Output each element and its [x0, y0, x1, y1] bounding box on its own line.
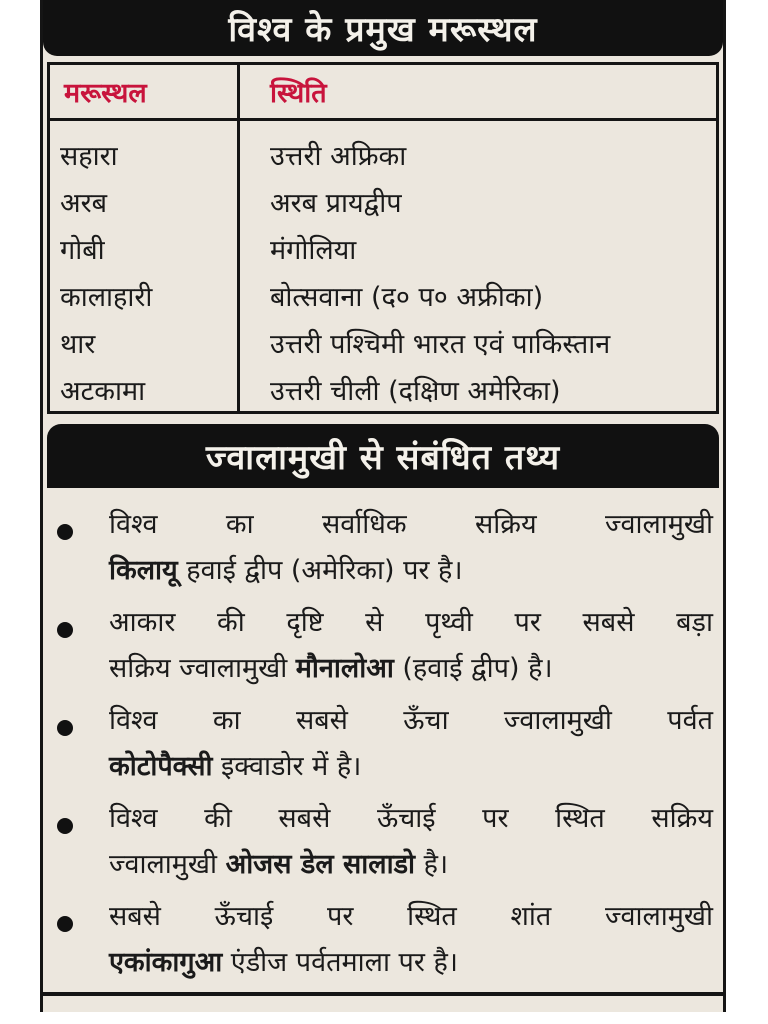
desert-name: गोबी	[60, 235, 105, 266]
desert-location: मंगोलिया	[270, 235, 357, 266]
fact-text	[109, 502, 713, 594]
fact-prefix: ज्वालामुखी	[109, 849, 226, 880]
fact-text	[109, 698, 713, 790]
desert-location: अरब प्रायद्वीप	[270, 188, 402, 219]
desert-location: उत्तरी पश्चिमी भारत एवं पाकिस्तान	[270, 329, 611, 360]
list-item	[57, 894, 713, 986]
desert-location: उत्तरी चीली (दक्षिण अमेरिका)	[270, 376, 561, 407]
desert-name: सहारा	[60, 141, 118, 172]
bullet-icon	[57, 916, 73, 932]
table-row	[50, 131, 716, 178]
header-location: स्थिति	[270, 78, 327, 109]
fact-line	[109, 842, 713, 888]
fact-line	[109, 548, 713, 594]
fact-highlight: एकांकागुआ	[109, 947, 223, 978]
bullet-icon	[57, 622, 73, 638]
desert-name: अटकामा	[60, 376, 146, 407]
table-row	[50, 366, 716, 413]
fact-line: विश्व का सर्वाधिक सक्रिय ज्वालामुखी	[109, 509, 713, 540]
fact-line: विश्व का सबसे ऊँचा ज्वालामुखी पर्वत	[109, 705, 713, 736]
fact-highlight: मौनालोआ	[295, 653, 394, 684]
fact-highlight: कोटोपैक्सी	[109, 751, 213, 782]
column-divider	[237, 65, 240, 411]
list-item	[57, 600, 713, 692]
fact-prefix: सक्रिय ज्वालामुखी	[109, 653, 296, 684]
list-item	[57, 502, 713, 594]
fact-text	[109, 600, 713, 692]
fact-line	[109, 744, 713, 790]
desert-location: उत्तरी अफ्रिका	[270, 141, 407, 172]
bullet-icon	[57, 818, 73, 834]
fact-rest: है।	[415, 849, 449, 880]
volcano-section-title: ज्वालामुखी से संबंधित तथ्य	[47, 424, 719, 488]
fact-rest: हवाई द्वीप (अमेरिका) पर है।	[177, 555, 463, 586]
table-body	[50, 121, 716, 413]
bullet-icon	[57, 720, 73, 736]
fact-line: आकार की दृष्टि से पृथ्वी पर सबसे बड़ा	[109, 607, 713, 638]
desert-location: बोत्सवाना (द० प० अफ्रीका)	[270, 282, 544, 313]
desert-name: अरब	[60, 188, 108, 219]
fact-line: सबसे ऊँचाई पर स्थित शांत ज्वालामुखी	[109, 901, 713, 932]
fact-text	[109, 894, 713, 986]
table-row	[50, 178, 716, 225]
list-item	[57, 796, 713, 888]
desert-table	[47, 62, 719, 414]
table-row	[50, 319, 716, 366]
fact-highlight: किलायू	[109, 555, 178, 586]
fact-rest: एंडीज पर्वतमाला पर है।	[222, 947, 459, 978]
fact-rest: (हवाई द्वीप) है।	[393, 653, 553, 684]
list-item	[57, 698, 713, 790]
volcano-section	[47, 424, 719, 986]
desert-name: कालाहारी	[60, 282, 153, 313]
facts-list	[47, 488, 719, 986]
document-sheet	[40, 0, 726, 1012]
bullet-icon	[57, 524, 73, 540]
header-desert: मरूस्थल	[64, 78, 147, 109]
fact-line: विश्व की सबसे ऊँचाई पर स्थित सक्रिय	[109, 803, 713, 834]
fact-line	[109, 646, 713, 692]
desert-name: थार	[60, 329, 96, 360]
table-row	[50, 225, 716, 272]
fact-rest: इक्वाडोर में है।	[212, 751, 362, 782]
desert-section-title: विश्व के प्रमुख मरूस्थल	[43, 0, 723, 56]
bottom-rule	[43, 992, 723, 996]
table-row	[50, 272, 716, 319]
fact-line	[109, 940, 713, 986]
fact-text	[109, 796, 713, 888]
fact-highlight: ओजस डेल सालाडो	[225, 849, 416, 880]
table-header	[50, 65, 716, 121]
